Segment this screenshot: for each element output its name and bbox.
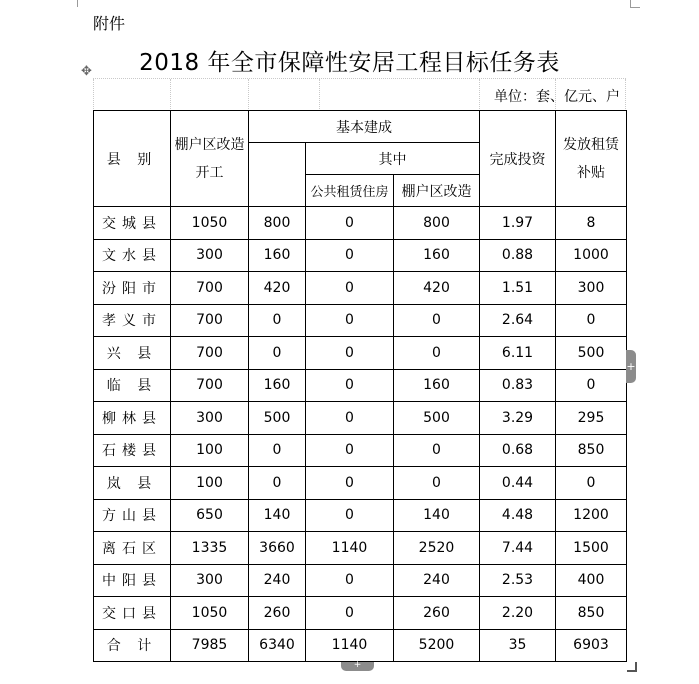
cell-shantytown-renovation: 5200 bbox=[394, 629, 480, 662]
cell-basic-total: 240 bbox=[249, 564, 306, 597]
cell-basic-total: 500 bbox=[249, 402, 306, 435]
cell-investment: 0.68 bbox=[480, 434, 556, 467]
header-shantytown-renovation: 棚户区改造 bbox=[394, 175, 480, 207]
cell-public-rental: 0 bbox=[306, 304, 394, 337]
cell-subsidy: 8 bbox=[556, 207, 627, 240]
cell-county: 柳林县 bbox=[94, 402, 171, 435]
cell-county: 汾阳市 bbox=[94, 272, 171, 305]
cell-investment: 2.64 bbox=[480, 304, 556, 337]
cell-subsidy: 1200 bbox=[556, 499, 627, 532]
cell-basic-total: 0 bbox=[249, 467, 306, 500]
cell-basic-total: 6340 bbox=[249, 629, 306, 662]
cell-shantytown-renovation: 0 bbox=[394, 304, 480, 337]
cell-shantytown-renovation: 160 bbox=[394, 369, 480, 402]
cell-shantytown-start: 300 bbox=[171, 239, 249, 272]
cell-subsidy: 0 bbox=[556, 467, 627, 500]
unit-row-gridline bbox=[93, 79, 94, 109]
cell-county: 孝义市 bbox=[94, 304, 171, 337]
cell-investment: 7.44 bbox=[480, 532, 556, 565]
cell-shantytown-start: 100 bbox=[171, 434, 249, 467]
table-move-handle-icon[interactable]: ✥ bbox=[81, 64, 92, 79]
add-row-tab[interactable]: + bbox=[341, 662, 374, 671]
table-row bbox=[94, 239, 627, 272]
cell-investment: 1.97 bbox=[480, 207, 556, 240]
unit-row-gridline bbox=[625, 79, 626, 109]
cell-subsidy: 1000 bbox=[556, 239, 627, 272]
cell-shantytown-renovation: 140 bbox=[394, 499, 480, 532]
crop-mark-top-right bbox=[630, 0, 631, 7]
cell-subsidy: 850 bbox=[556, 434, 627, 467]
cell-county: 临 县 bbox=[94, 369, 171, 402]
header-shantytown-start-line2: 开工 bbox=[195, 164, 224, 181]
cell-county: 石楼县 bbox=[94, 434, 171, 467]
cell-county: 文水县 bbox=[94, 239, 171, 272]
header-subsidy-line2: 补贴 bbox=[577, 164, 605, 181]
cell-shantytown-renovation: 0 bbox=[394, 434, 480, 467]
cell-investment: 2.53 bbox=[480, 564, 556, 597]
cell-basic-total: 420 bbox=[249, 272, 306, 305]
cell-basic-total: 160 bbox=[249, 369, 306, 402]
cell-shantytown-start: 7985 bbox=[171, 629, 249, 662]
cell-shantytown-start: 1050 bbox=[171, 207, 249, 240]
cell-county: 合 计 bbox=[94, 629, 171, 662]
table-row bbox=[94, 532, 627, 565]
table-row bbox=[94, 597, 627, 630]
header-investment: 完成投资 bbox=[480, 111, 556, 207]
cell-subsidy: 0 bbox=[556, 304, 627, 337]
cell-county: 交口县 bbox=[94, 597, 171, 630]
cell-county: 兴 县 bbox=[94, 337, 171, 370]
crop-mark-top-left bbox=[77, 0, 78, 7]
cell-subsidy: 1500 bbox=[556, 532, 627, 565]
cell-basic-total: 800 bbox=[249, 207, 306, 240]
cell-investment: 0.83 bbox=[480, 369, 556, 402]
cell-public-rental: 0 bbox=[306, 564, 394, 597]
table-row bbox=[94, 467, 627, 500]
table-row bbox=[94, 629, 627, 662]
cell-shantytown-renovation: 0 bbox=[394, 467, 480, 500]
cell-basic-total: 3660 bbox=[249, 532, 306, 565]
unit-row-gridline bbox=[170, 79, 171, 109]
cell-subsidy: 400 bbox=[556, 564, 627, 597]
cell-investment: 2.20 bbox=[480, 597, 556, 630]
cell-subsidy: 300 bbox=[556, 272, 627, 305]
cell-basic-total: 0 bbox=[249, 304, 306, 337]
cell-shantytown-start: 100 bbox=[171, 467, 249, 500]
cell-shantytown-start: 300 bbox=[171, 564, 249, 597]
header-basic-construction: 基本建成 bbox=[249, 111, 480, 143]
unit-row-gridline bbox=[479, 79, 480, 109]
unit-row bbox=[93, 78, 626, 109]
header-county: 县 别 bbox=[94, 111, 171, 207]
cell-public-rental: 0 bbox=[306, 272, 394, 305]
cell-basic-total: 0 bbox=[249, 434, 306, 467]
cell-public-rental: 0 bbox=[306, 207, 394, 240]
cell-subsidy: 850 bbox=[556, 597, 627, 630]
unit-label: 单位：套、亿元、户 bbox=[494, 89, 620, 105]
cell-investment: 4.48 bbox=[480, 499, 556, 532]
unit-row-gridline bbox=[248, 79, 249, 109]
cell-shantytown-start: 700 bbox=[171, 369, 249, 402]
header-shantytown-start bbox=[171, 111, 249, 207]
add-column-tab[interactable]: + bbox=[626, 350, 636, 383]
cell-basic-total: 160 bbox=[249, 239, 306, 272]
cell-county: 离石区 bbox=[94, 532, 171, 565]
cell-county: 岚 县 bbox=[94, 467, 171, 500]
cell-public-rental: 0 bbox=[306, 467, 394, 500]
cell-shantytown-renovation: 160 bbox=[394, 239, 480, 272]
cell-investment: 0.88 bbox=[480, 239, 556, 272]
cell-county: 方山县 bbox=[94, 499, 171, 532]
cell-shantytown-start: 650 bbox=[171, 499, 249, 532]
cell-shantytown-renovation: 2520 bbox=[394, 532, 480, 565]
table-body bbox=[94, 207, 627, 662]
cell-public-rental: 1140 bbox=[306, 532, 394, 565]
cell-public-rental: 1140 bbox=[306, 629, 394, 662]
cell-investment: 6.11 bbox=[480, 337, 556, 370]
cell-basic-total: 140 bbox=[249, 499, 306, 532]
cell-investment: 35 bbox=[480, 629, 556, 662]
cell-shantytown-start: 1050 bbox=[171, 597, 249, 630]
cell-investment: 0.44 bbox=[480, 467, 556, 500]
crop-mark-top-right-horizontal bbox=[630, 7, 640, 8]
header-shantytown-start-line1: 棚户区改造 bbox=[174, 136, 245, 153]
header-basic-total bbox=[249, 143, 306, 207]
cell-subsidy: 0 bbox=[556, 369, 627, 402]
document-title: 2018 年全市保障性安居工程目标任务表 bbox=[139, 50, 560, 76]
attachment-label: 附件 bbox=[93, 14, 126, 33]
cell-public-rental: 0 bbox=[306, 369, 394, 402]
cell-public-rental: 0 bbox=[306, 597, 394, 630]
table-row bbox=[94, 272, 627, 305]
cell-public-rental: 0 bbox=[306, 402, 394, 435]
table-row bbox=[94, 402, 627, 435]
cell-shantytown-renovation: 260 bbox=[394, 597, 480, 630]
cell-subsidy: 295 bbox=[556, 402, 627, 435]
table-row bbox=[94, 369, 627, 402]
header-public-rental: 公共租赁住房 bbox=[306, 175, 394, 207]
header-of-which: 其中 bbox=[306, 143, 480, 175]
table-row bbox=[94, 499, 627, 532]
cell-shantytown-start: 1335 bbox=[171, 532, 249, 565]
header-subsidy-line1: 发放租赁 bbox=[563, 136, 619, 153]
cell-subsidy: 6903 bbox=[556, 629, 627, 662]
cell-basic-total: 0 bbox=[249, 337, 306, 370]
header-subsidy bbox=[556, 111, 627, 207]
cell-shantytown-start: 700 bbox=[171, 272, 249, 305]
table-row bbox=[94, 337, 627, 370]
cell-public-rental: 0 bbox=[306, 239, 394, 272]
unit-row-gridline bbox=[319, 79, 320, 109]
cell-shantytown-start: 700 bbox=[171, 337, 249, 370]
cell-investment: 1.51 bbox=[480, 272, 556, 305]
cell-shantytown-renovation: 800 bbox=[394, 207, 480, 240]
task-table bbox=[93, 110, 627, 662]
table-resize-handle[interactable] bbox=[627, 662, 637, 672]
cell-public-rental: 0 bbox=[306, 499, 394, 532]
cell-shantytown-renovation: 420 bbox=[394, 272, 480, 305]
cell-public-rental: 0 bbox=[306, 434, 394, 467]
cell-shantytown-renovation: 500 bbox=[394, 402, 480, 435]
cell-shantytown-renovation: 240 bbox=[394, 564, 480, 597]
table-row bbox=[94, 564, 627, 597]
table-row bbox=[94, 304, 627, 337]
cell-basic-total: 260 bbox=[249, 597, 306, 630]
cell-shantytown-start: 300 bbox=[171, 402, 249, 435]
cell-shantytown-start: 700 bbox=[171, 304, 249, 337]
cell-county: 交城县 bbox=[94, 207, 171, 240]
cell-subsidy: 500 bbox=[556, 337, 627, 370]
table-row bbox=[94, 434, 627, 467]
table-row bbox=[94, 207, 627, 240]
cell-county: 中阳县 bbox=[94, 564, 171, 597]
cell-public-rental: 0 bbox=[306, 337, 394, 370]
cell-investment: 3.29 bbox=[480, 402, 556, 435]
cell-shantytown-renovation: 0 bbox=[394, 337, 480, 370]
